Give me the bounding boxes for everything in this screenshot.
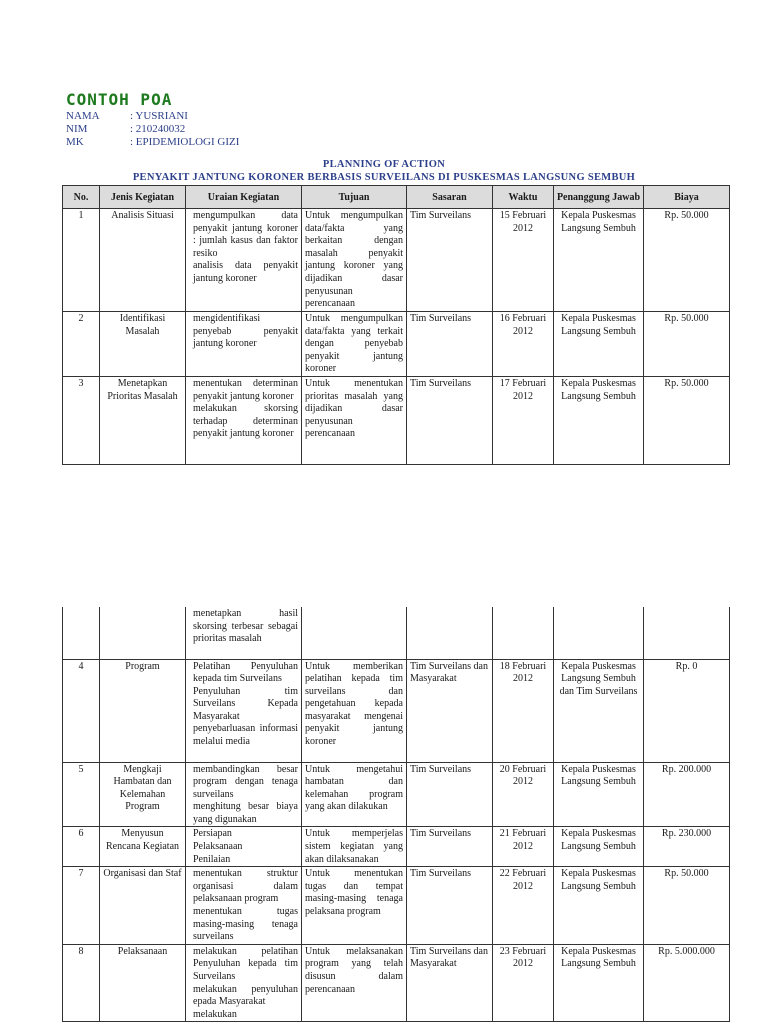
- cell-biaya: Rp. 50.000: [644, 209, 730, 312]
- cell-jenis: Mengkaji Hambatan dan Kelemahan Program: [100, 762, 186, 827]
- cell-sasaran: Tim Surveilans: [407, 312, 493, 377]
- cell-no: 6: [63, 827, 100, 867]
- cell-tujuan: Untuk memperjelas sistem kegiatan yang akan dilaksanakan: [302, 827, 407, 867]
- cell-pj: Kepala Puskesmas Langsung Sembuh: [554, 762, 644, 827]
- cell-waktu: 20 Februari 2012: [493, 762, 554, 827]
- poa-table-part1: [62, 185, 730, 465]
- uraian-item: analisis data penyakit jantung koroner: [193, 260, 298, 284]
- table-row: [63, 762, 730, 827]
- header-tujuan: Tujuan: [302, 186, 407, 209]
- cell-waktu: 22 Februari 2012: [493, 867, 554, 945]
- uraian-item: Penyuluhan tim Surveilans Kepada Masyarakat: [193, 685, 298, 722]
- poa-table-part2: [62, 607, 730, 1022]
- header-sasaran: Sasaran: [407, 186, 493, 209]
- cell-sasaran: Tim Surveilans dan Masyarakat: [407, 659, 493, 762]
- cell-sasaran: Tim Surveilans: [407, 209, 493, 312]
- cell-biaya: Rp. 50.000: [644, 376, 730, 464]
- cell-sasaran: Tim Surveilans: [407, 827, 493, 867]
- uraian-item: Penilaian: [193, 853, 231, 865]
- table-row: [63, 376, 730, 464]
- table-row: [63, 312, 730, 377]
- table-row: [63, 209, 730, 312]
- header-biaya: Biaya: [644, 186, 730, 209]
- uraian-item: mengidentifikasi penyebab penyakit jantung koroner: [193, 313, 298, 350]
- cell-uraian: [186, 827, 302, 867]
- uraian-item: melakukan penyuluhan epada Masyarakat: [193, 983, 298, 1008]
- cell-tujuan: Untuk mengumpulkan data/fakta yang terkait dengan penyebab penyakit jantung koroner: [302, 312, 407, 377]
- cell-tujuan: Untuk melaksanakan program yang telah disusun dalam perencanaan: [302, 944, 407, 1022]
- cell-tujuan: Untuk mengetahui hambatan dan kelemahan program yang akan dilakukan: [302, 762, 407, 827]
- uraian-item: melakukan pelatihan Penyuluhan kepada tim Surveilans: [193, 945, 298, 982]
- cell-biaya: Rp. 230.000: [644, 827, 730, 867]
- cell-tujuan: Untuk mengumpulkan data/fakta yang berkaitan dengan masalah penyakit jantung koroner yang dijadikan dasar penyusunan perencanaan: [302, 209, 407, 312]
- cell-uraian: [186, 762, 302, 827]
- cell-biaya: Rp. 50.000: [644, 312, 730, 377]
- cell-sasaran: Tim Surveilans: [407, 376, 493, 464]
- cell-pj: Kepala Puskesmas Langsung Sembuh: [554, 376, 644, 464]
- document-title: CONTOH POA: [66, 90, 173, 109]
- heading-subtitle: PENYAKIT JANTUNG KORONER BERBASIS SURVEILANS DI PUSKESMAS LANGSUNG SEMBUH: [132, 172, 636, 183]
- cell-sasaran: Tim Surveilans: [407, 867, 493, 945]
- header-pj: Penanggung Jawab: [554, 186, 644, 209]
- cell-tujuan: Untuk menentukan tugas dan tempat masing-masing tenaga pelaksana program: [302, 867, 407, 945]
- cell-waktu: 18 Februari 2012: [493, 659, 554, 762]
- cell-no: 7: [63, 867, 100, 945]
- cell-jenis: Identifikasi Masalah: [100, 312, 186, 377]
- cell-no: 2: [63, 312, 100, 377]
- cell-no: 8: [63, 944, 100, 1022]
- uraian-item: mengumpulkan data penyakit jantung koroner : jumlah kasus dan faktor resiko: [193, 210, 298, 259]
- table-row: [63, 659, 730, 762]
- header-jenis: Jenis Kegiatan: [100, 186, 186, 209]
- cell-pj: Kepala Puskesmas Langsung Sembuh: [554, 867, 644, 945]
- cell-jenis: Organisasi dan Staf: [100, 867, 186, 945]
- uraian-item: membandingkan besar program dengan tenaga surveilans: [193, 763, 298, 800]
- cell-waktu: 21 Februari 2012: [493, 827, 554, 867]
- cell-sasaran: Tim Surveilans dan Masyarakat: [407, 944, 493, 1022]
- uraian-item: menghitung besar biaya yang digunakan: [193, 801, 298, 825]
- cell-uraian: [186, 659, 302, 762]
- uraian-item: Persiapan: [193, 828, 232, 840]
- cell-waktu: 16 Februari 2012: [493, 312, 554, 377]
- heading-planning: PLANNING OF ACTION: [322, 159, 446, 170]
- cell-jenis: Analisis Situasi: [100, 209, 186, 312]
- uraian-item: menentukan tugas masing-masing tenaga surveilans: [193, 906, 298, 943]
- cell-pj: Kepala Puskesmas Langsung Sembuh: [554, 944, 644, 1022]
- uraian-item: Pelaksanaan: [193, 841, 243, 853]
- cell-waktu: 23 Februari 2012: [493, 944, 554, 1022]
- cell-waktu: 17 Februari 2012: [493, 376, 554, 464]
- cell-uraian: [186, 867, 302, 945]
- cell-biaya: Rp. 5.000.000: [644, 944, 730, 1022]
- header-waktu: Waktu: [493, 186, 554, 209]
- cell-no: 4: [63, 659, 100, 762]
- cell-uraian: [186, 312, 302, 377]
- cell-jenis: Menetapkan Prioritas Masalah: [100, 376, 186, 464]
- cell-no: 3: [63, 376, 100, 464]
- uraian-item: penyebarluasan informasi melalui media: [193, 723, 298, 748]
- cell-jenis: Menyusun Rencana Kegiatan: [100, 827, 186, 867]
- cell-uraian: [186, 944, 302, 1022]
- table-row: [63, 944, 730, 1022]
- table-row-continued: [63, 607, 730, 659]
- cell-tujuan: Untuk memberikan pelatihan kepada tim surveilans dan pengetahuan kepada masyarakat mengenai penyakit jantung koroner: [302, 659, 407, 762]
- cell-waktu: 15 Februari 2012: [493, 209, 554, 312]
- uraian-item: Pelatihan Penyuluhan kepada tim Surveilans: [193, 660, 298, 685]
- cell-uraian: [186, 376, 302, 464]
- cell-pj: Kepala Puskesmas Langsung Sembuh dan Tim Surveilans: [554, 659, 644, 762]
- info-mk: MK : EPIDEMIOLOGI GIZI: [66, 136, 240, 148]
- cell-tujuan: Untuk menentukan prioritas masalah yang dijadikan dasar penyusunan perencanaan: [302, 376, 407, 464]
- table-header-row: [63, 186, 730, 209]
- cell-biaya: Rp. 0: [644, 659, 730, 762]
- table-row: [63, 867, 730, 945]
- header-no: No.: [63, 186, 100, 209]
- cell-no: 5: [63, 762, 100, 827]
- cell-jenis: Pelaksanaan: [100, 944, 186, 1022]
- cell-biaya: Rp. 50.000: [644, 867, 730, 945]
- uraian-item: melakukan skorsing terhadap determinan penyakit jantung koroner: [193, 403, 298, 440]
- cell-sasaran: Tim Surveilans: [407, 762, 493, 827]
- info-nama: NAMA : YUSRIANI: [66, 110, 188, 122]
- cell-jenis: Program: [100, 659, 186, 762]
- uraian-item: menentukan determinan penyakit jantung koroner: [193, 377, 298, 402]
- info-nim: NIM : 210240032: [66, 123, 186, 135]
- header-uraian: Uraian Kegiatan: [186, 186, 302, 209]
- uraian-item: menentukan struktur organisasi dalam pelaksanaan program: [193, 868, 298, 905]
- cell-uraian: [186, 209, 302, 312]
- cell-pj: Kepala Puskesmas Langsung Sembuh: [554, 209, 644, 312]
- cell-uraian: menetapkan hasil skorsing terbesar sebagai prioritas masalah: [186, 607, 302, 659]
- uraian-item: melakukan: [193, 1008, 237, 1020]
- cell-no: 1: [63, 209, 100, 312]
- cell-biaya: Rp. 200.000: [644, 762, 730, 827]
- cell-pj: Kepala Puskesmas Langsung Sembuh: [554, 827, 644, 867]
- table-row: [63, 827, 730, 867]
- cell-pj: Kepala Puskesmas Langsung Sembuh: [554, 312, 644, 377]
